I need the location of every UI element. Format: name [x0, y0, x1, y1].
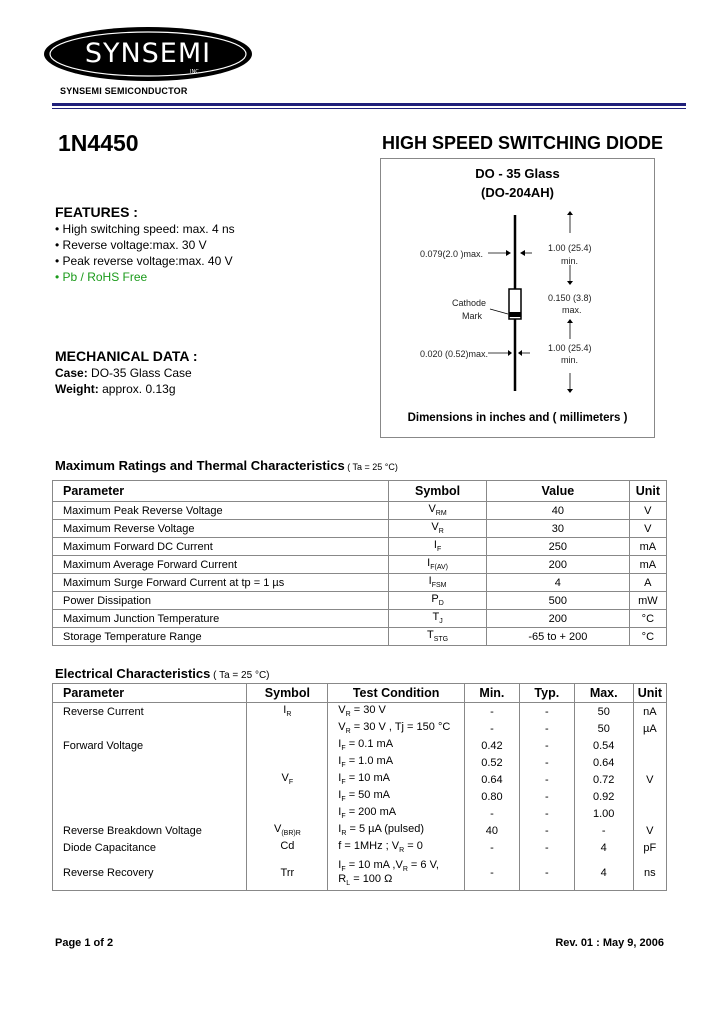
cell-parameter: Reverse Recovery	[53, 856, 247, 891]
cell-parameter: Forward Voltage	[53, 737, 247, 754]
cell-max: 0.64	[574, 754, 633, 771]
table-row	[53, 805, 667, 822]
symbol-text: V	[281, 772, 289, 785]
cell-parameter: Maximum Average Forward Current	[53, 556, 389, 574]
cell-value: -65 to + 200	[487, 628, 630, 646]
weight-label: Weight:	[55, 382, 99, 396]
cell-symbol	[389, 628, 487, 646]
cell-parameter	[53, 754, 247, 771]
dim-lead-diameter: 0.079(2.0 )max.	[420, 249, 484, 259]
cell-value: 30	[487, 520, 630, 538]
cond-text: = 100 Ω	[350, 873, 393, 885]
dim-min-top: min.	[561, 256, 579, 266]
cell-parameter	[53, 771, 247, 788]
cell-min: 0.42	[464, 737, 519, 754]
cond-sub: R	[345, 711, 351, 719]
cell-value: 4	[487, 574, 630, 592]
cell-typ: -	[519, 788, 574, 805]
part-number: 1N4450	[58, 130, 139, 156]
symbol-text: Cd	[280, 840, 295, 853]
feature-item: • Peak reverse voltage:max. 40 V	[55, 254, 233, 268]
cell-unit: nA	[633, 703, 666, 721]
cell-symbol	[389, 574, 487, 592]
document-title: HIGH SPEED SWITCHING DIODE	[381, 133, 663, 153]
table-row	[53, 502, 667, 520]
cell-value: 40	[487, 502, 630, 520]
cond-text: V	[338, 704, 346, 717]
cell-value: 250	[487, 538, 630, 556]
cell-typ: -	[519, 737, 574, 754]
table-row	[53, 703, 667, 721]
cond-sub: R	[402, 866, 408, 873]
table-row	[53, 822, 667, 839]
cond-sub: F	[341, 796, 346, 804]
cond-sub: F	[341, 779, 346, 787]
symbol-sub: R	[438, 528, 444, 536]
cell-min: -	[464, 720, 519, 737]
synsemi-logo	[42, 25, 254, 83]
cell-unit: V	[633, 771, 666, 788]
col-test-condition: Test Condition	[328, 684, 465, 703]
cell-parameter: Maximum Forward DC Current	[53, 538, 389, 556]
cell-value: 500	[487, 592, 630, 610]
cell-symbol	[389, 538, 487, 556]
cell-typ: -	[519, 839, 574, 856]
cathode-label: Cathode	[452, 298, 487, 308]
cell-symbol	[247, 805, 328, 822]
symbol-sub: J	[439, 618, 443, 626]
dimensions-caption: Dimensions in inches and ( millimeters )	[407, 412, 628, 424]
table-header-row	[53, 684, 667, 703]
cond-sub: F	[341, 762, 346, 770]
cell-unit	[633, 737, 666, 754]
cell-max: 50	[574, 703, 633, 721]
cond-text: = 6 V,	[407, 858, 439, 871]
cell-symbol	[247, 737, 328, 754]
cell-symbol	[247, 754, 328, 771]
cell-test-condition	[328, 805, 465, 822]
table-row	[53, 737, 667, 754]
cell-min: -	[464, 839, 519, 856]
col-value: Value	[487, 481, 630, 502]
cond-text: = 200 mA	[345, 806, 397, 819]
cell-max: 0.92	[574, 788, 633, 805]
cell-typ: -	[519, 822, 574, 839]
col-parameter: Parameter	[53, 684, 247, 703]
cell-min: -	[464, 703, 519, 721]
cond-text: = 1.0 mA	[345, 755, 394, 768]
cell-max: 0.54	[574, 737, 633, 754]
symbol-sub: F	[288, 779, 294, 787]
cathode-mark-label: Mark	[462, 311, 482, 321]
cell-test-condition	[328, 856, 465, 891]
cond-text: I	[338, 755, 342, 768]
case-value: DO-35 Glass Case	[87, 366, 192, 380]
table-row	[53, 754, 667, 771]
cell-unit: µA	[633, 720, 666, 737]
weight-value: approx. 0.13g	[98, 382, 176, 396]
cond-text: = 30 V	[350, 704, 386, 717]
case-label: Case:	[55, 366, 88, 380]
col-unit: Unit	[633, 684, 666, 703]
symbol-text: I	[428, 575, 432, 588]
cell-unit: ns	[633, 856, 666, 891]
cell-unit	[633, 788, 666, 805]
cell-value: 200	[487, 610, 630, 628]
feature-item: • High switching speed: max. 4 ns	[55, 222, 235, 236]
cell-unit: pF	[633, 839, 666, 856]
cell-parameter: Storage Temperature Range	[53, 628, 389, 646]
cond-sub: F	[341, 813, 346, 821]
cell-symbol	[247, 839, 328, 856]
cell-max: 0.72	[574, 771, 633, 788]
weight-line	[55, 381, 192, 397]
cond-text: I	[338, 858, 342, 871]
cell-test-condition	[328, 788, 465, 805]
cell-test-condition	[328, 737, 465, 754]
logo-text: SYNSEMI	[84, 38, 212, 69]
package-name: DO - 35 Glass	[475, 166, 560, 181]
cell-symbol	[389, 502, 487, 520]
cell-max: 50	[574, 720, 633, 737]
mechanical-data	[55, 365, 192, 397]
cell-max: 4	[574, 839, 633, 856]
electrical-condition: ( Ta = 25 °C)	[210, 670, 270, 681]
cond-sub: F	[341, 866, 346, 873]
max-ratings-title	[55, 458, 398, 473]
table-row	[53, 610, 667, 628]
cell-parameter: Maximum Surge Forward Current at tp = 1 µs	[53, 574, 389, 592]
package-outline-drawing	[380, 205, 655, 405]
symbol-text: T	[427, 629, 434, 642]
cond-text: f = 1MHz ; V	[338, 840, 400, 853]
cond-sub: R	[399, 847, 405, 855]
cell-parameter: Reverse Breakdown Voltage	[53, 822, 247, 839]
cond-text: = 30 V , Tj = 150 °C	[350, 721, 451, 734]
symbol-text: P	[431, 593, 439, 606]
symbol-text: I	[433, 539, 437, 552]
cell-symbol	[389, 592, 487, 610]
cond-text: I	[338, 789, 342, 802]
col-symbol: Symbol	[247, 684, 328, 703]
col-parameter: Parameter	[53, 481, 389, 502]
cond-text: = 0.1 mA	[345, 738, 394, 751]
cell-unit	[633, 754, 666, 771]
symbol-sub: (BR)R	[281, 830, 301, 838]
cond-text: = 0	[404, 840, 423, 853]
cell-unit	[633, 805, 666, 822]
features-heading: FEATURES :	[55, 204, 138, 220]
cond-sub: F	[341, 745, 346, 753]
cell-unit: A	[629, 574, 666, 592]
cell-max: -	[574, 822, 633, 839]
cell-unit: mW	[629, 592, 666, 610]
dim-max: max.	[562, 305, 582, 315]
cell-symbol	[389, 610, 487, 628]
cell-unit: °C	[629, 628, 666, 646]
cond-sub: L	[346, 880, 351, 888]
symbol-text: V	[273, 823, 282, 836]
header-rule	[52, 103, 686, 106]
cell-symbol	[389, 520, 487, 538]
cell-min: 0.80	[464, 788, 519, 805]
mechanical-heading: MECHANICAL DATA :	[55, 348, 198, 364]
symbol-text: V	[431, 521, 439, 534]
col-typ: Typ.	[519, 684, 574, 703]
cell-test-condition	[328, 771, 465, 788]
cell-typ: -	[519, 771, 574, 788]
cell-unit: mA	[629, 538, 666, 556]
cell-unit: V	[629, 502, 666, 520]
cell-symbol	[247, 771, 328, 788]
company-name: SYNSEMI SEMICONDUCTOR	[60, 86, 188, 96]
page-number: Page 1 of 2	[55, 937, 114, 949]
table-row	[53, 592, 667, 610]
symbol-sub: F	[436, 546, 442, 554]
feature-item-rohs: • Pb / RoHS Free	[55, 270, 148, 284]
col-max: Max.	[574, 684, 633, 703]
cond-text: I	[338, 823, 342, 836]
cond-text: V	[338, 721, 346, 734]
cell-unit: mA	[629, 556, 666, 574]
cell-parameter: Maximum Reverse Voltage	[53, 520, 389, 538]
cond-sub: R	[345, 728, 351, 736]
cell-parameter	[53, 788, 247, 805]
dim-wire-diameter: 0.020 (0.52)max.	[420, 349, 489, 359]
cell-symbol	[247, 788, 328, 805]
cell-parameter	[53, 720, 247, 737]
cell-symbol	[389, 556, 487, 574]
cell-parameter: Reverse Current	[53, 703, 247, 721]
cell-typ: -	[519, 754, 574, 771]
features-list	[55, 221, 235, 285]
cell-max: 4	[574, 856, 633, 891]
max-ratings-condition: ( Ta = 25 °C)	[344, 462, 398, 472]
symbol-text: V	[428, 503, 436, 516]
cell-min: 0.64	[464, 771, 519, 788]
cell-test-condition	[328, 839, 465, 856]
cond-text: = 5 µA (pulsed)	[346, 823, 424, 836]
symbol-sub: D	[438, 600, 444, 608]
symbol-sub: R	[286, 711, 292, 719]
cell-min: -	[464, 805, 519, 822]
cell-symbol	[247, 822, 328, 839]
table-header-row	[53, 481, 667, 502]
cell-test-condition	[328, 754, 465, 771]
cell-typ: -	[519, 720, 574, 737]
cond-text: I	[338, 738, 342, 751]
symbol-sub: F(AV)	[430, 564, 448, 572]
revision: Rev. 01 : May 9, 2006	[555, 937, 664, 949]
table-row	[53, 771, 667, 788]
table-row	[53, 520, 667, 538]
electrical-title	[55, 666, 270, 681]
symbol-text: I	[427, 557, 431, 570]
table-row	[53, 856, 667, 891]
table-row	[53, 720, 667, 737]
dim-lead-length-bottom: 1.00 (25.4)	[548, 343, 592, 353]
cell-unit: V	[629, 520, 666, 538]
cond-text: = 10 mA	[345, 772, 390, 785]
symbol-sub: RM	[435, 510, 447, 518]
cell-typ: -	[519, 856, 574, 891]
cell-parameter: Diode Capacitance	[53, 839, 247, 856]
cell-test-condition	[328, 703, 465, 721]
cell-parameter: Power Dissipation	[53, 592, 389, 610]
cell-unit: V	[633, 822, 666, 839]
table-row	[53, 574, 667, 592]
package-code: (DO-204AH)	[481, 185, 554, 200]
col-min: Min.	[464, 684, 519, 703]
cell-min: 40	[464, 822, 519, 839]
max-ratings-table	[52, 480, 667, 646]
cell-test-condition	[328, 720, 465, 737]
cond-text: R	[338, 873, 347, 885]
table-row	[53, 839, 667, 856]
cell-parameter: Maximum Junction Temperature	[53, 610, 389, 628]
header-rule-thin	[52, 108, 686, 109]
table-row	[53, 538, 667, 556]
col-symbol: Symbol	[389, 481, 487, 502]
cell-typ: -	[519, 805, 574, 822]
cond-line-1	[338, 859, 460, 873]
cond-text: = 10 mA ,V	[345, 858, 403, 871]
table-row	[53, 628, 667, 646]
symbol-text: T	[432, 611, 440, 624]
cond-line-2	[338, 873, 460, 887]
cell-unit: °C	[629, 610, 666, 628]
cell-typ: -	[519, 703, 574, 721]
symbol-sub: STG	[433, 636, 449, 644]
symbol-sub: FSM	[431, 582, 447, 590]
col-unit: Unit	[629, 481, 666, 502]
cell-min: 0.52	[464, 754, 519, 771]
cell-max: 1.00	[574, 805, 633, 822]
electrical-title-text: Electrical Characteristics	[55, 666, 211, 681]
table-row	[53, 556, 667, 574]
cond-text: I	[338, 772, 342, 785]
logo-sub: INC.	[190, 69, 201, 75]
cell-parameter: Maximum Peak Reverse Voltage	[53, 502, 389, 520]
feature-item: • Reverse voltage:max. 30 V	[55, 238, 207, 252]
dim-min-bottom: min.	[561, 355, 579, 365]
symbol-text: I	[283, 704, 287, 717]
cond-text: I	[338, 806, 342, 819]
dim-lead-length-top: 1.00 (25.4)	[548, 243, 592, 253]
max-ratings-title-text: Maximum Ratings and Thermal Characteristics	[55, 458, 345, 473]
cell-symbol	[247, 720, 328, 737]
case-line	[55, 365, 192, 381]
cell-test-condition	[328, 822, 465, 839]
dim-body-length: 0.150 (3.8)	[548, 293, 592, 303]
cell-min: -	[464, 856, 519, 891]
cond-sub: R	[341, 830, 347, 838]
cell-parameter	[53, 805, 247, 822]
cell-value: 200	[487, 556, 630, 574]
electrical-table	[52, 683, 667, 891]
cell-symbol	[247, 703, 328, 721]
cond-text: = 50 mA	[345, 789, 390, 802]
table-row	[53, 788, 667, 805]
cell-symbol: Trr	[247, 856, 328, 891]
